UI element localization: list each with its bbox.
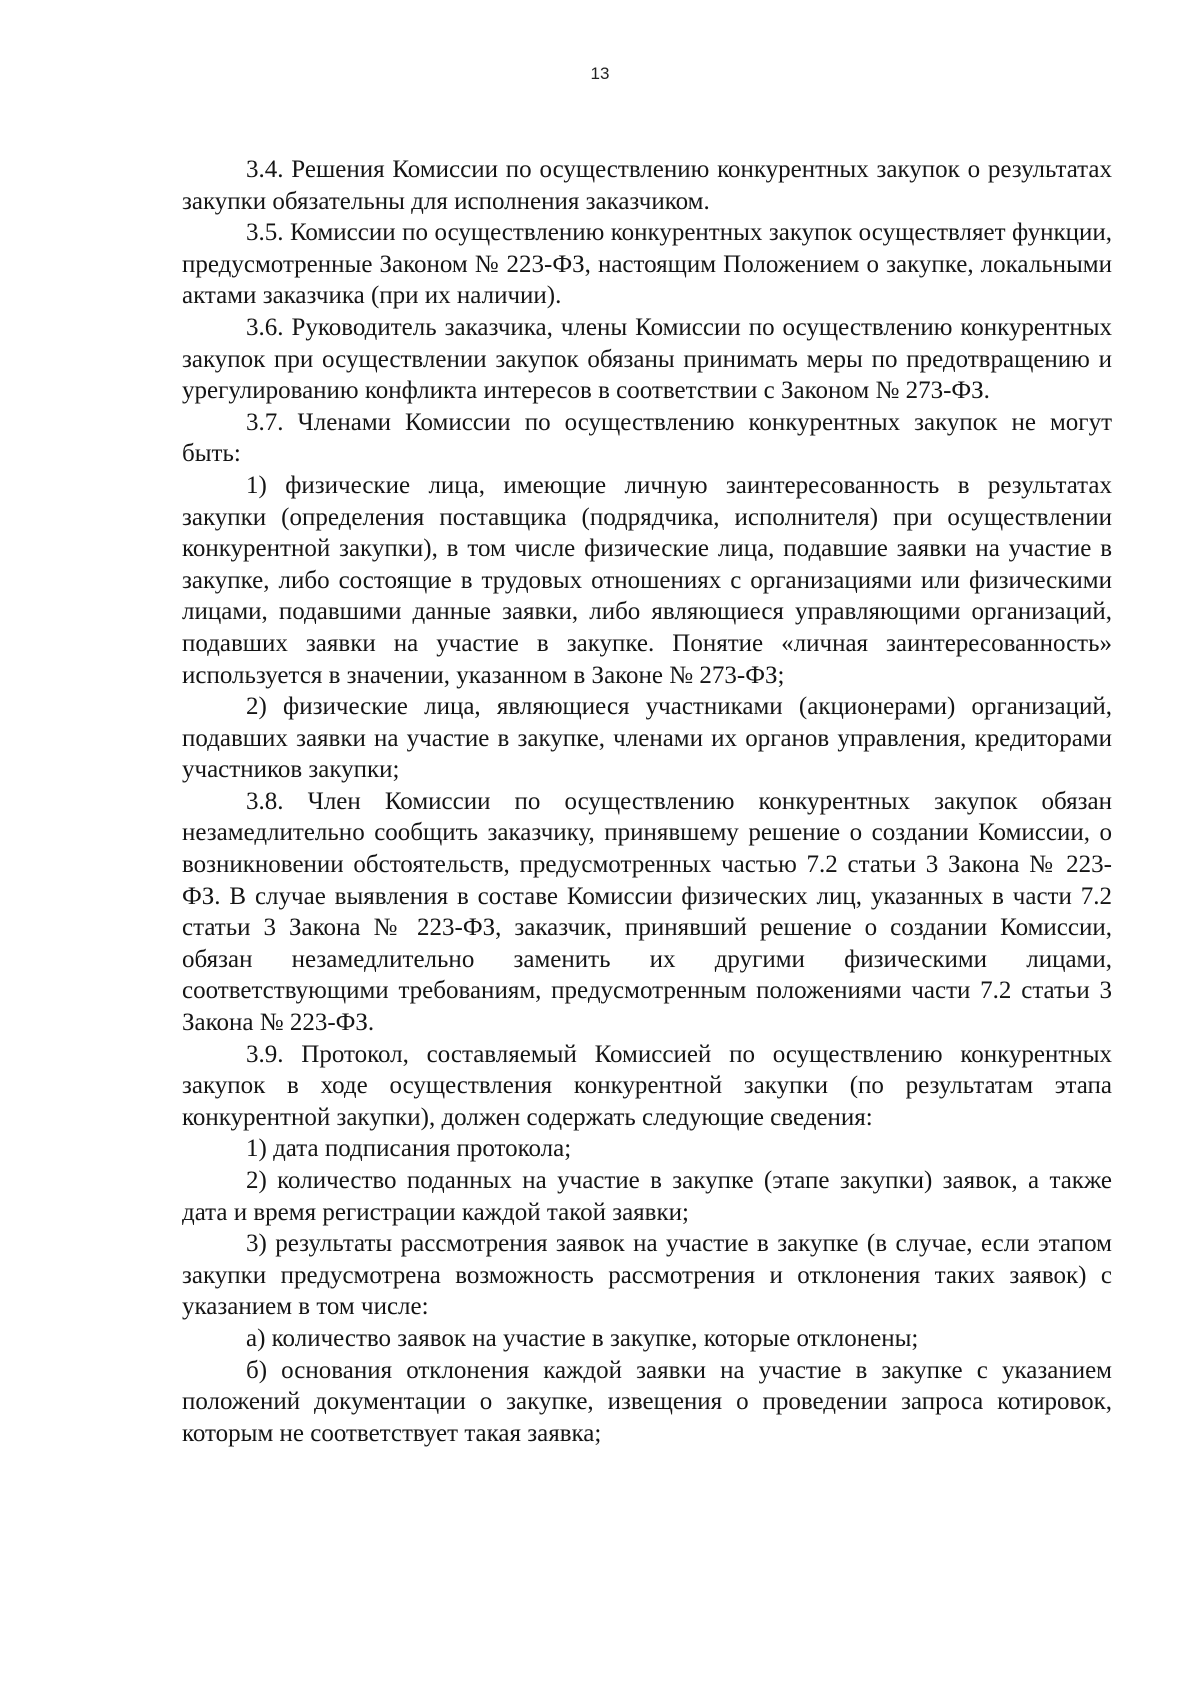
paragraph-3-7: 3.7. Членами Комиссии по осуществлению конкурентных закупок не могут быть: bbox=[182, 408, 1112, 468]
list-item-3-9-1: 1) дата подписания протокола; bbox=[246, 1135, 572, 1163]
list-item-3-7-2: 2) физические лица, являющиеся участниками (акционерами) организаций, подавших заявки на участие в закупке, членами их органов управления, кредиторами участников закупки; bbox=[182, 693, 1112, 784]
list-item-3-9-3-b: б) основания отклонения каждой заявки на участие в закупке с указанием положений документации о закупке, извещения о проведении запроса котировок, которым не соответствует такая заявка; bbox=[182, 1356, 1112, 1447]
paragraph-3-6: 3.6. Руководитель заказчика, члены Комиссии по осуществлению конкурентных закупок при осуществлении закупок обязаны принимать меры по предотвращению и урегулированию конфликта интересов в соответствии с Законом № 273-ФЗ. bbox=[182, 313, 1112, 405]
list-item-3-7-1: 1) физические лица, имеющие личную заинтересованность в результатах закупки (определения поставщика (подрядчика, исполнителя) при осуществлении конкурентной закупки), в том числе физические лица, подавшие заявки на участие в закупке, либо состоящие в трудовых отношениях с организациями или физическими лицами, подавшими данные заявки, либо являющиеся управляющими организаций, подавших заявки на участие в закупке. Понятие «личная заинтересованность» используется в значении, указанном в Законе № 273-ФЗ; bbox=[182, 471, 1112, 689]
list-item-3-9-3: 3) результаты рассмотрения заявок на участие в закупке (в случае, если этапом закупки предусмотрена возможность рассмотрения и отклонения таких заявок) с указанием в том числе: bbox=[182, 1230, 1112, 1321]
paragraph-3-9: 3.9. Протокол, составляемый Комиссией по осуществлению конкурентных закупок в ходе осуществления конкурентной закупки (по результатам этапа конкурентной закупки), должен содержать следующие сведения: bbox=[182, 1040, 1112, 1131]
paragraph-3-4: 3.4. Решения Комиссии по осуществлению конкурентных закупок о результатах закупки обязательны для исполнения заказчиком. bbox=[182, 156, 1112, 215]
page-number: 13 bbox=[590, 64, 610, 83]
paragraph-3-8: 3.8. Член Комиссии по осуществлению конкурентных закупок обязан незамедлительно сообщить заказчику, принявшему решение о создании Комиссии, о возникновении обстоятельств, предусмотренных частью 7.2 статьи 3 Закона № 223-ФЗ. В случае выявления в составе Комиссии физических лиц, указанных в части 7.2 статьи 3 Закона № 223-ФЗ, заказчик, принявший решение о создании Комиссии, обязан незамедлительно заменить их другими физическими лицами, соответствующими требованиям, предусмотренным положениями части 7.2 статьи 3 Закона № 223-ФЗ. bbox=[182, 787, 1112, 1037]
paragraph-3-5: 3.5. Комиссии по осуществлению конкурентных закупок осуществляет функции, предусмотренные Законом № 223-ФЗ, настоящим Положением о закупке, локальными актами заказчика (при их наличии). bbox=[182, 219, 1112, 310]
list-item-3-9-3-a: а) количество заявок на участие в закупке, которые отклонены; bbox=[246, 1324, 919, 1352]
list-item-3-9-2: 2) количество поданных на участие в закупке (этапе закупки) заявок, а также дата и время регистрации каждой такой заявки; bbox=[182, 1167, 1112, 1226]
document-body bbox=[182, 154, 1112, 1449]
